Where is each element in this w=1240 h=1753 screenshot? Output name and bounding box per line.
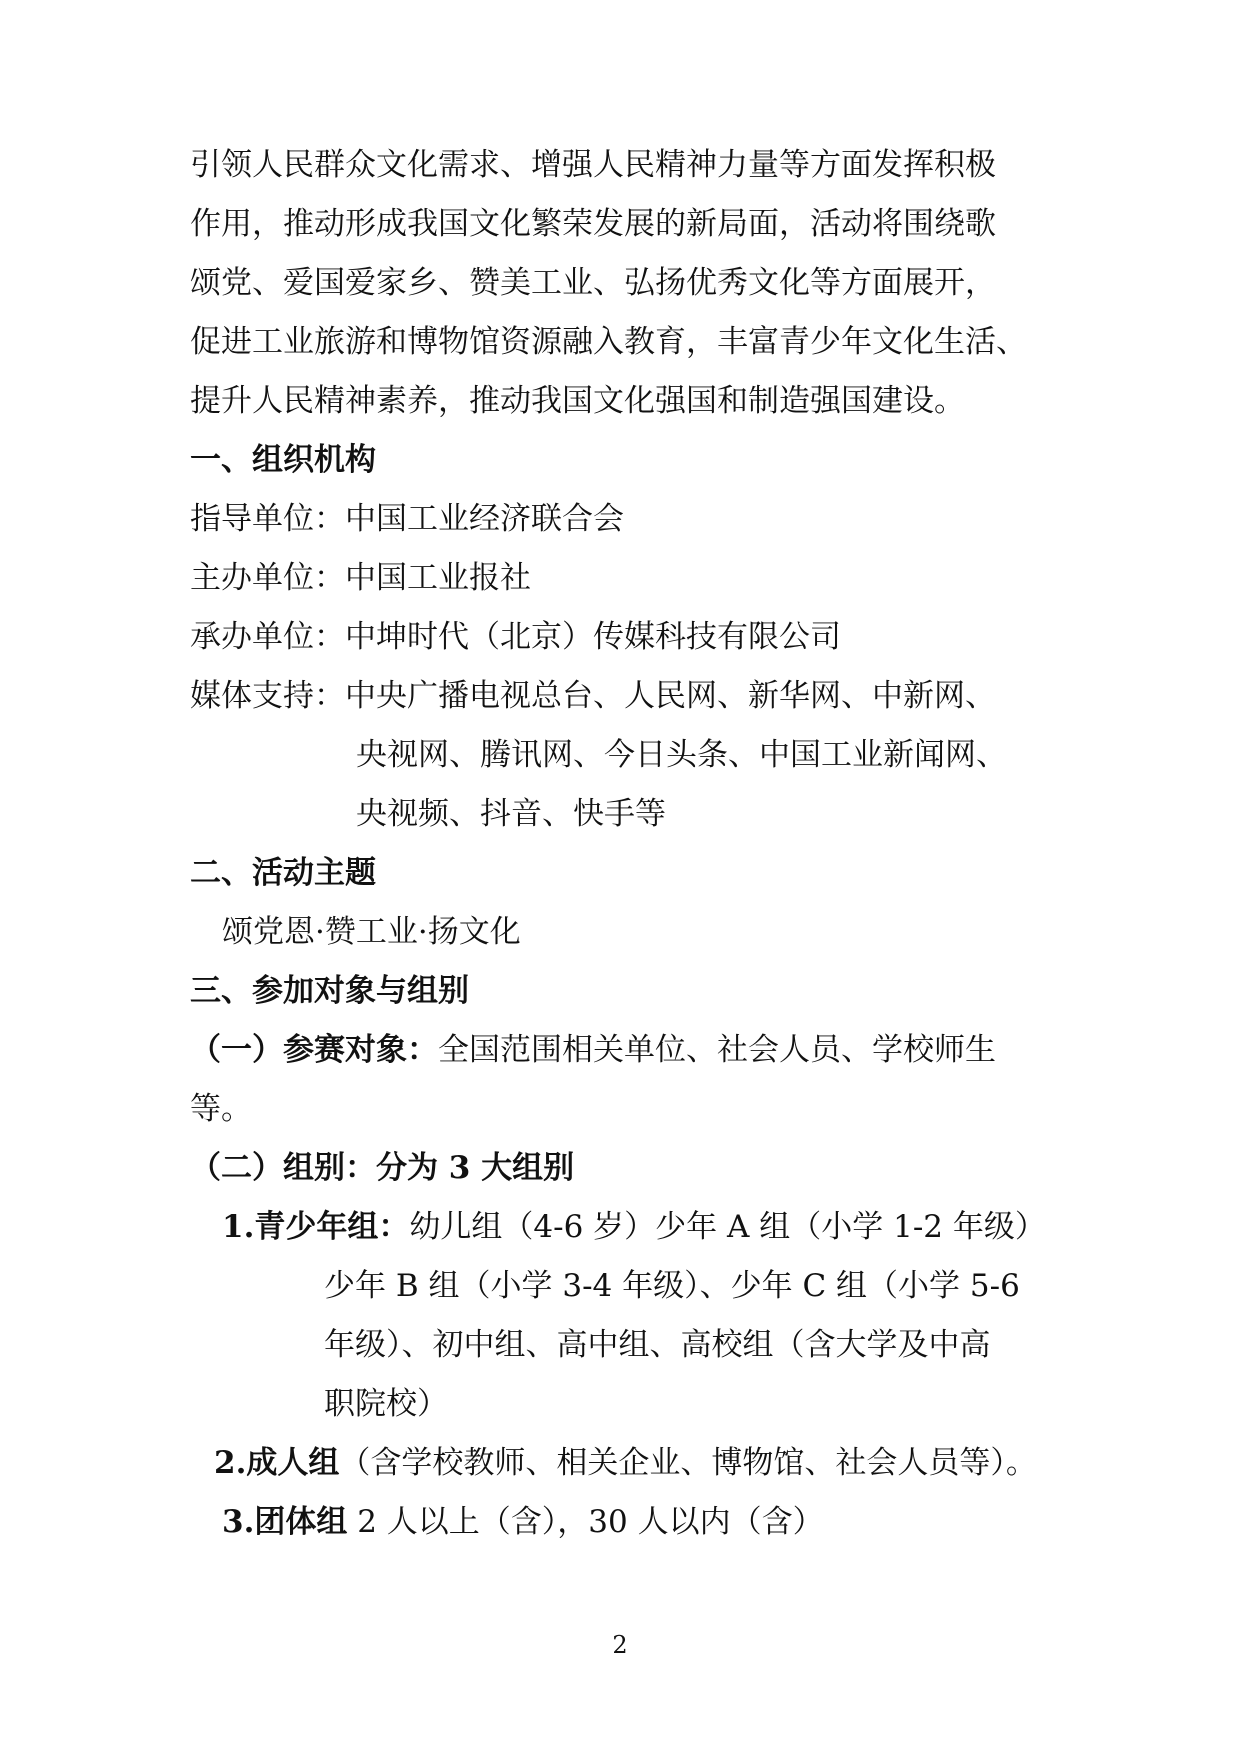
section-heading-participants: 三、参加对象与组别 [190, 973, 469, 1009]
guide-unit-value: 中国工业经济联合会 [345, 501, 624, 537]
host-unit-label: 主办单位： [190, 560, 345, 596]
media-support-line-1: 中央广播电视总台、人民网、新华网、中新网、 [345, 678, 996, 714]
youth-group-line-1: 幼儿组（4-6 岁）少年 A 组（小学 1-2 年级） [409, 1209, 1046, 1245]
participants-continuation: 等。 [190, 1091, 252, 1127]
groups-label: （二）组别： [190, 1150, 376, 1186]
adult-group-row [214, 1443, 1037, 1483]
media-support-label: 媒体支持： [190, 678, 345, 714]
intro-line-2: 作用，推动形成我国文化繁荣发展的新局面，活动将围绕歌 [190, 206, 996, 242]
team-group-label: 3.团体组 [222, 1504, 348, 1540]
adult-group-label: 2.成人组 [214, 1445, 340, 1481]
activity-theme: 颂党恩·赞工业·扬文化 [222, 914, 521, 950]
adult-group-value: （含学校教师、相关企业、博物馆、社会人员等）。 [339, 1445, 1037, 1481]
participants-row [190, 1030, 996, 1070]
intro-line-3: 颂党、爱国爱家乡、赞美工业、弘扬优秀文化等方面展开， [190, 265, 996, 301]
page-number: 2 [612, 1631, 628, 1659]
team-group-row [222, 1502, 824, 1542]
organizer-unit-label: 承办单位： [190, 619, 345, 655]
section-heading-organization: 一、组织机构 [190, 442, 376, 478]
media-support-row [190, 676, 996, 716]
organizer-unit-row [190, 617, 841, 657]
guide-unit-row [190, 499, 624, 539]
intro-line-1: 引领人民群众文化需求、增强人民精神力量等方面发挥积极 [190, 147, 996, 183]
intro-line-4: 促进工业旅游和博物馆资源融入教育，丰富青少年文化生活、 [190, 324, 1027, 360]
youth-group-line-4: 职院校） [324, 1386, 448, 1422]
team-group-value: 2 人以上（含），30 人以内（含） [347, 1504, 824, 1540]
host-unit-value: 中国工业报社 [345, 560, 531, 596]
youth-group-label: 1.青少年组： [222, 1209, 410, 1245]
youth-group-row [222, 1207, 1046, 1247]
media-support-line-2: 央视网、腾讯网、今日头条、中国工业新闻网、 [356, 737, 1007, 773]
youth-group-line-3: 年级）、初中组、高中组、高校组（含大学及中高 [324, 1327, 991, 1363]
section-heading-theme: 二、活动主题 [190, 855, 376, 891]
youth-group-line-2: 少年 B 组（小学 3-4 年级）、少年 C 组（小学 5-6 [324, 1268, 1020, 1304]
media-support-line-3: 央视频、抖音、快手等 [356, 796, 666, 832]
participants-value: 全国范围相关单位、社会人员、学校师生 [438, 1032, 996, 1068]
groups-value: 分为 3 大组别 [376, 1150, 575, 1186]
intro-line-5: 提升人民精神素养，推动我国文化强国和制造强国建设。 [190, 383, 965, 419]
organizer-unit-value: 中坤时代（北京）传媒科技有限公司 [345, 619, 841, 655]
groups-row [190, 1148, 574, 1188]
participants-label: （一）参赛对象： [190, 1032, 438, 1068]
guide-unit-label: 指导单位： [190, 501, 345, 537]
host-unit-row [190, 558, 531, 598]
